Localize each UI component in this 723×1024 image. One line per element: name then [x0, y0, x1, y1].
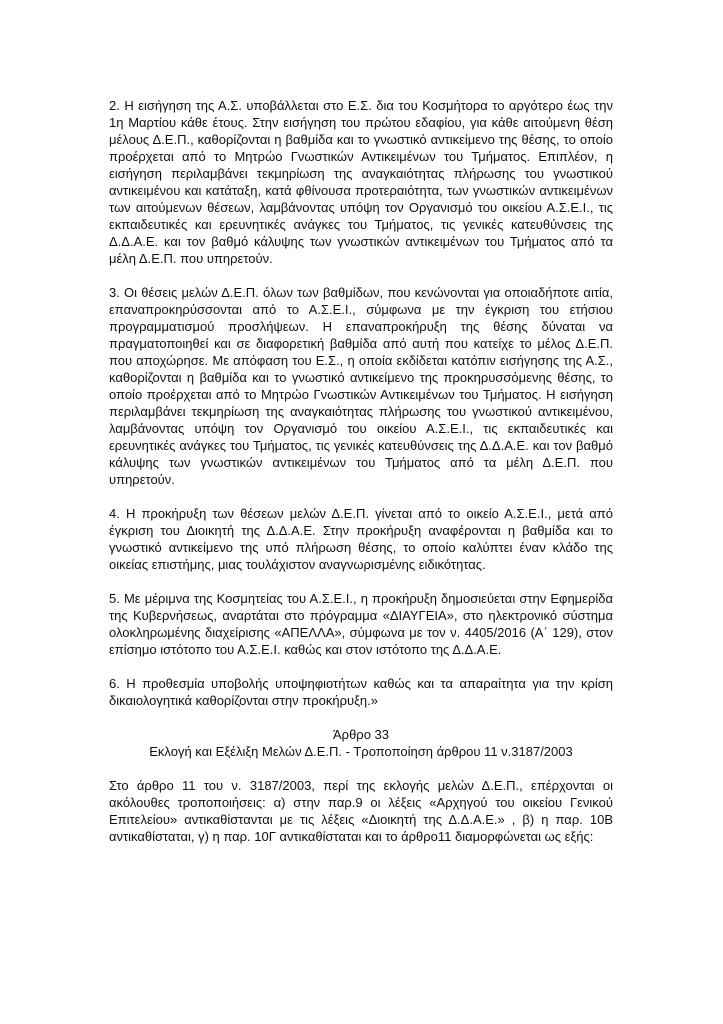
- paragraph-2: 2. Η εισήγηση της Α.Σ. υποβάλλεται στο Ε.Σ. δια του Κοσμήτορα το αργότερο έως την 1η Μαρτίου κάθε έτους. Στην εισήγηση του πρώτου εδαφίου, για κάθε αιτούμενη θέση μέλους Δ.Ε.Π., καθορίζονται η βαθμίδα και το γνωστικό αντικείμενο της θέσης, το οποίο προέρχεται από το Μητρώο Γνωστικών Αντικειμένων του Τμήματος. Επιπλέον, η εισήγηση περιλαμβάνει τεκμηρίωση της αναγκαιότητας πλήρωσης του γνωστικού αντικειμένου και κατάταξη, κατά φθίνουσα προτεραιότητα, των γνωστικών αντικειμένων των αιτούμενων θέσεων, λαμβάνοντας υπόψη τον Οργανισμό του οικείου Α.Σ.Ε.Ι., τις εκπαιδευτικές και ερευνητικές ανάγκες του Τμήματος, τις γενικές κατευθύνσεις της Δ.Δ.Α.Ε. και τον βαθμό κάλυψης των γνωστικών αντικειμένων του Τμήματος από τα μέλη Δ.Ε.Π. που υπηρετούν.: [109, 98, 613, 266]
- paragraph-4: 4. Η προκήρυξη των θέσεων μελών Δ.Ε.Π. γίνεται από το οικείο Α.Σ.Ε.Ι., μετά από έγκριση του Διοικητή της Δ.Δ.Α.Ε. Στην προκήρυξη αναφέρονται η βαθμίδα και το γνωστικό αντικείμενο της υπό πλήρωση θέσης, το οποίο καλύπτει έναν κλάδο της οικείας επιστήμης, μιας τουλάχιστον αναγνωρισμένης ειδικότητας.: [109, 506, 613, 572]
- document-page: [109, 97, 613, 862]
- article-heading: Άρθρο 33: [333, 727, 389, 742]
- article-subtitle: Εκλογή και Εξέλιξη Μελών Δ.Ε.Π. - Τροποποίηση άρθρου 11 ν.3187/2003: [149, 744, 573, 759]
- paragraph-6: 6. Η προθεσμία υποβολής υποψηφιοτήτων καθώς και τα απαραίτητα για την κρίση δικαιολογητικά καθορίζονται στην προκήρυξη.»: [109, 676, 613, 708]
- paragraph-3: 3. Οι θέσεις μελών Δ.Ε.Π. όλων των βαθμίδων, που κενώνονται για οποιαδήποτε αιτία, επαναπροκηρύσσονται από το Α.Σ.Ε.Ι., σύμφωνα με την έγκριση του ετήσιου προγραμματισμού προσλήψεων. Η επαναπροκήρυξη της θέσης δύναται να πραγματοποιηθεί και σε διαφορετική βαθμίδα από αυτή που κατείχε το μέλος Δ.Ε.Π. που αποχώρησε. Με απόφαση του Ε.Σ., η οποία εκδίδεται κατόπιν εισήγησης της Α.Σ., καθορίζονται η βαθμίδα και το γνωστικό αντικείμενο της προκηρυσσόμενης θέσης, το οποίο προέρχεται από το Μητρώο Γνωστικών Αντικειμένων του Τμήματος. Η εισήγηση περιλαμβάνει τεκμηρίωση της αναγκαιότητας πλήρωσης του γνωστικού αντικειμένου, λαμβάνοντας υπόψη τον Οργανισμό του οικείου Α.Σ.Ε.Ι., τις εκπαιδευτικές και ερευνητικές ανάγκες του Τμήματος, τις γενικές κατευθύνσεις της Δ.Δ.Α.Ε. και τον βαθμό κάλυψης των γνωστικών αντικειμένων του Τμήματος από τα μέλη Δ.Ε.Π. που υπηρετούν.: [109, 285, 613, 487]
- closing-paragraph: Στο άρθρο 11 του ν. 3187/2003, περί της εκλογής μελών Δ.Ε.Π., επέρχονται οι ακόλουθες τροποποιήσεις: α) στην παρ.9 οι λέξεις «Αρχηγού του οικείου Γενικού Επιτελείου» αντικαθίστανται με τις λέξεις «Διοικητή της Δ.Δ.Α.Ε.» , β) η παρ. 10Β αντικαθίσταται, γ) η παρ. 10Γ αντικαθίσταται και το άρθρο11 διαμορφώνεται ως εξής:: [109, 778, 613, 844]
- paragraph-5: 5. Με μέριμνα της Κοσμητείας του Α.Σ.Ε.Ι., η προκήρυξη δημοσιεύεται στην Εφημερίδα της Κυβερνήσεως, αναρτάται στο πρόγραμμα «ΔΙΑΥΓΕΙΑ», στο ηλεκτρονικό σύστημα ολοκληρωμένης διαχείρισης «ΑΠΕΛΛΑ», σύμφωνα με τον ν. 4405/2016 (Α΄ 129), στον επίσημο ιστότοπο του Α.Σ.Ε.Ι. καθώς και στον ιστότοπο της Δ.Δ.Α.Ε.: [109, 591, 613, 657]
